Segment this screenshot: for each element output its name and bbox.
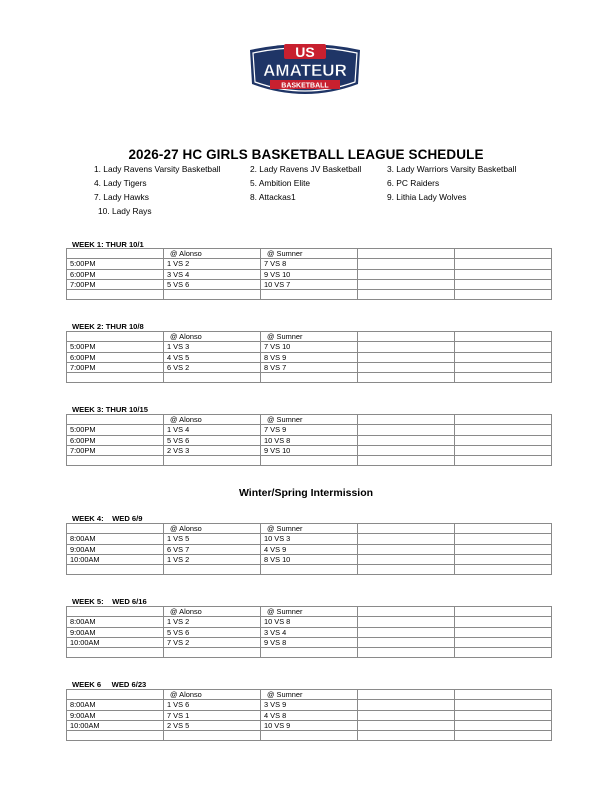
empty-cell [358, 617, 455, 627]
time-cell: 6:00PM [67, 435, 164, 445]
time-cell: 8:00AM [67, 534, 164, 544]
header-cell: @ Sumner [261, 690, 358, 700]
header-cell [358, 607, 455, 617]
game-cell: 2 VS 5 [164, 720, 261, 730]
empty-cell [455, 373, 552, 383]
game-cell: 5 VS 6 [164, 279, 261, 289]
time-cell: 7:00PM [67, 362, 164, 372]
time-cell: 9:00AM [67, 544, 164, 554]
table-row [67, 362, 552, 372]
header-cell: @ Alonso [164, 524, 261, 534]
table-row [67, 565, 552, 575]
empty-cell [455, 554, 552, 564]
game-cell: 5 VS 6 [164, 435, 261, 445]
time-cell [67, 290, 164, 300]
table-row [67, 342, 552, 352]
logo-top-text: US [295, 44, 315, 60]
game-cell [261, 290, 358, 300]
time-cell: 6:00PM [67, 269, 164, 279]
time-cell: 7:00PM [67, 445, 164, 455]
game-cell: 1 VS 2 [164, 554, 261, 564]
empty-cell [455, 445, 552, 455]
table-row [67, 554, 552, 564]
empty-cell [358, 534, 455, 544]
empty-cell [358, 720, 455, 730]
header-cell: @ Alonso [164, 690, 261, 700]
header-cell [455, 415, 552, 425]
team-item: 1. Lady Ravens Varsity Basketball [94, 164, 221, 174]
game-cell: 5 VS 6 [164, 627, 261, 637]
game-cell [164, 648, 261, 658]
table-header-row [67, 524, 552, 534]
empty-cell [455, 259, 552, 269]
table-header-row [67, 690, 552, 700]
table-header-row [67, 249, 552, 259]
header-cell: @ Sumner [261, 249, 358, 259]
game-cell: 3 VS 9 [261, 700, 358, 710]
schedule-table [66, 331, 552, 383]
game-cell: 1 VS 4 [164, 425, 261, 435]
game-cell: 9 VS 10 [261, 445, 358, 455]
header-cell: @ Sumner [261, 332, 358, 342]
header-cell [67, 249, 164, 259]
time-cell [67, 565, 164, 575]
table-row [67, 279, 552, 289]
logo-sub-text: BASKETBALL [281, 82, 329, 90]
game-cell: 8 VS 7 [261, 362, 358, 372]
table-row [67, 259, 552, 269]
empty-cell [358, 710, 455, 720]
empty-cell [358, 290, 455, 300]
empty-cell [455, 435, 552, 445]
week-title: WEEK 4: WED 6/9 [72, 514, 143, 523]
team-item: 7. Lady Hawks [94, 192, 149, 202]
team-item: 10. Lady Rays [98, 206, 152, 216]
time-cell: 8:00AM [67, 700, 164, 710]
schedule-table [66, 689, 552, 741]
week-title: WEEK 3: THUR 10/15 [72, 405, 148, 414]
game-cell: 2 VS 3 [164, 445, 261, 455]
header-cell [358, 524, 455, 534]
game-cell: 1 VS 2 [164, 259, 261, 269]
game-cell: 4 VS 9 [261, 544, 358, 554]
time-cell: 10:00AM [67, 637, 164, 647]
table-row [67, 720, 552, 730]
game-cell: 10 VS 7 [261, 279, 358, 289]
empty-cell [358, 565, 455, 575]
game-cell: 1 VS 3 [164, 342, 261, 352]
empty-cell [455, 425, 552, 435]
table-row [67, 617, 552, 627]
time-cell: 5:00PM [67, 342, 164, 352]
header-cell [67, 524, 164, 534]
table-row [67, 269, 552, 279]
table-row [67, 456, 552, 466]
empty-cell [358, 445, 455, 455]
team-item: 2. Lady Ravens JV Basketball [250, 164, 362, 174]
game-cell: 6 VS 2 [164, 362, 261, 372]
header-cell [455, 690, 552, 700]
header-cell: @ Sumner [261, 524, 358, 534]
empty-cell [455, 342, 552, 352]
empty-cell [358, 648, 455, 658]
table-row [67, 637, 552, 647]
empty-cell [455, 534, 552, 544]
time-cell: 5:00PM [67, 425, 164, 435]
game-cell [164, 290, 261, 300]
empty-cell [455, 565, 552, 575]
game-cell: 4 VS 5 [164, 352, 261, 362]
schedule-table [66, 606, 552, 658]
empty-cell [358, 544, 455, 554]
time-cell: 10:00AM [67, 720, 164, 730]
header-cell [358, 332, 455, 342]
table-header-row [67, 332, 552, 342]
time-cell: 9:00AM [67, 710, 164, 720]
week-title: WEEK 6 WED 6/23 [72, 680, 147, 689]
empty-cell [358, 700, 455, 710]
game-cell: 8 VS 10 [261, 554, 358, 564]
empty-cell [455, 700, 552, 710]
game-cell: 6 VS 7 [164, 544, 261, 554]
empty-cell [455, 710, 552, 720]
empty-cell [455, 544, 552, 554]
game-cell [261, 731, 358, 741]
week-title: WEEK 1: THUR 10/1 [72, 240, 144, 249]
table-row [67, 627, 552, 637]
header-cell [67, 607, 164, 617]
time-cell: 9:00AM [67, 627, 164, 637]
game-cell [261, 648, 358, 658]
header-cell: @ Alonso [164, 415, 261, 425]
header-cell [455, 249, 552, 259]
us-amateur-basketball-logo [246, 40, 364, 104]
table-row [67, 544, 552, 554]
empty-cell [358, 342, 455, 352]
time-cell: 7:00PM [67, 279, 164, 289]
header-cell: @ Alonso [164, 332, 261, 342]
page-title: 2026-27 HC GIRLS BASKETBALL LEAGUE SCHEDULE [128, 147, 484, 162]
game-cell: 3 VS 4 [164, 269, 261, 279]
empty-cell [455, 362, 552, 372]
empty-cell [358, 352, 455, 362]
game-cell: 10 VS 9 [261, 720, 358, 730]
table-row [67, 710, 552, 720]
time-cell: 5:00PM [67, 259, 164, 269]
table-row [67, 445, 552, 455]
table-header-row [67, 607, 552, 617]
table-row [67, 648, 552, 658]
table-row [67, 290, 552, 300]
game-cell [164, 565, 261, 575]
game-cell: 7 VS 8 [261, 259, 358, 269]
game-cell [261, 456, 358, 466]
header-cell [67, 415, 164, 425]
empty-cell [455, 720, 552, 730]
empty-cell [455, 290, 552, 300]
game-cell: 9 VS 10 [261, 269, 358, 279]
week-title: WEEK 5: WED 6/16 [72, 597, 147, 606]
header-cell [67, 690, 164, 700]
game-cell [164, 456, 261, 466]
team-item: 3. Lady Warriors Varsity Basketball [387, 164, 517, 174]
header-cell [358, 249, 455, 259]
empty-cell [455, 731, 552, 741]
game-cell: 10 VS 8 [261, 435, 358, 445]
table-row [67, 534, 552, 544]
empty-cell [358, 637, 455, 647]
header-cell: @ Alonso [164, 249, 261, 259]
table-row [67, 700, 552, 710]
team-item: 8. Attackas1 [250, 192, 296, 202]
intermission-heading: Winter/Spring Intermission [238, 487, 374, 499]
game-cell: 10 VS 8 [261, 617, 358, 627]
game-cell: 7 VS 1 [164, 710, 261, 720]
header-cell [358, 690, 455, 700]
team-item: 5. Ambition Elite [250, 178, 311, 188]
header-cell: @ Alonso [164, 607, 261, 617]
week-title: WEEK 2: THUR 10/8 [72, 322, 144, 331]
game-cell: 8 VS 9 [261, 352, 358, 362]
schedule-table [66, 523, 552, 575]
time-cell: 10:00AM [67, 554, 164, 564]
empty-cell [358, 279, 455, 289]
empty-cell [358, 627, 455, 637]
time-cell: 6:00PM [67, 352, 164, 362]
header-cell [358, 415, 455, 425]
empty-cell [358, 456, 455, 466]
empty-cell [455, 456, 552, 466]
game-cell: 7 VS 9 [261, 425, 358, 435]
time-cell [67, 648, 164, 658]
game-cell: 10 VS 3 [261, 534, 358, 544]
empty-cell [455, 648, 552, 658]
team-item: 4. Lady Tigers [94, 178, 147, 188]
empty-cell [358, 373, 455, 383]
game-cell: 3 VS 4 [261, 627, 358, 637]
header-cell: @ Sumner [261, 607, 358, 617]
game-cell: 7 VS 10 [261, 342, 358, 352]
game-cell [164, 373, 261, 383]
schedule-table [66, 414, 552, 466]
empty-cell [358, 362, 455, 372]
empty-cell [358, 731, 455, 741]
time-cell [67, 456, 164, 466]
table-row [67, 373, 552, 383]
empty-cell [358, 554, 455, 564]
header-cell [455, 332, 552, 342]
team-item: 6. PC Raiders [387, 178, 440, 188]
game-cell [164, 731, 261, 741]
schedule-table [66, 248, 552, 300]
time-cell [67, 731, 164, 741]
header-cell [67, 332, 164, 342]
game-cell: 4 VS 8 [261, 710, 358, 720]
table-row [67, 352, 552, 362]
game-cell [261, 565, 358, 575]
time-cell: 8:00AM [67, 617, 164, 627]
empty-cell [358, 435, 455, 445]
game-cell: 7 VS 2 [164, 637, 261, 647]
team-item: 9. Lithia Lady Wolves [387, 192, 467, 202]
header-cell [455, 524, 552, 534]
game-cell [261, 373, 358, 383]
empty-cell [358, 259, 455, 269]
header-cell: @ Sumner [261, 415, 358, 425]
game-cell: 9 VS 8 [261, 637, 358, 647]
empty-cell [455, 627, 552, 637]
table-row [67, 435, 552, 445]
empty-cell [455, 637, 552, 647]
empty-cell [358, 269, 455, 279]
table-row [67, 731, 552, 741]
table-header-row [67, 415, 552, 425]
table-row [67, 425, 552, 435]
logo-main-text: AMATEUR [263, 61, 347, 80]
game-cell: 1 VS 5 [164, 534, 261, 544]
empty-cell [455, 279, 552, 289]
game-cell: 1 VS 2 [164, 617, 261, 627]
empty-cell [455, 617, 552, 627]
header-cell [455, 607, 552, 617]
empty-cell [358, 425, 455, 435]
game-cell: 1 VS 6 [164, 700, 261, 710]
time-cell [67, 373, 164, 383]
empty-cell [455, 352, 552, 362]
empty-cell [455, 269, 552, 279]
